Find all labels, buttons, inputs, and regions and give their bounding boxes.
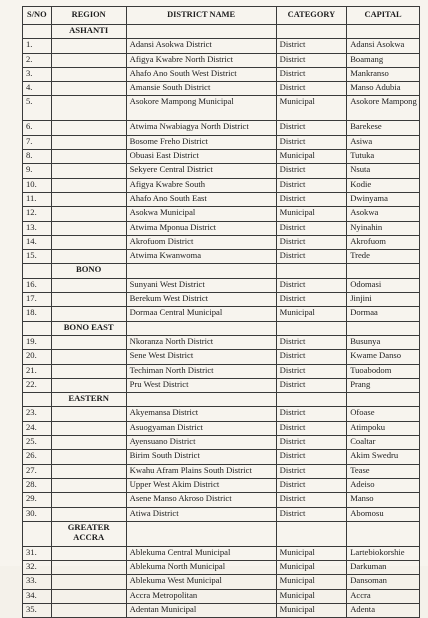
row-capital: Darkuman <box>347 561 420 575</box>
region-row-category <box>276 521 347 546</box>
row-district-name: Accra Metropolitan <box>126 589 276 603</box>
row-sno: 5. <box>23 96 52 121</box>
row-sno: 21. <box>23 364 52 378</box>
row-capital: Adenta <box>347 603 420 617</box>
row-capital: Kodie <box>347 178 420 192</box>
table-row <box>23 39 420 53</box>
row-category: Municipal <box>276 575 347 589</box>
table-row <box>23 135 420 149</box>
row-sno: 3. <box>23 67 52 81</box>
row-capital: Busunya <box>347 335 420 349</box>
row-sno: 31. <box>23 546 52 560</box>
row-region <box>51 293 126 307</box>
table-row <box>23 82 420 96</box>
row-district-name: Dormaa Central Municipal <box>126 307 276 321</box>
table-row <box>23 493 420 507</box>
row-sno: 2. <box>23 53 52 67</box>
row-sno: 32. <box>23 561 52 575</box>
table-row <box>23 293 420 307</box>
row-district-name: Pru West District <box>126 378 276 392</box>
row-district-name: Afigya Kwabre North District <box>126 53 276 67</box>
row-district-name: Ablekuma Central Municipal <box>126 546 276 560</box>
row-sno: 6. <box>23 121 52 135</box>
row-district-name: Ablekuma North Municipal <box>126 561 276 575</box>
row-sno: 11. <box>23 192 52 206</box>
row-capital: Mankranso <box>347 67 420 81</box>
row-category: District <box>276 350 347 364</box>
row-sno: 33. <box>23 575 52 589</box>
row-sno: 23. <box>23 407 52 421</box>
region-row <box>23 321 420 335</box>
row-district-name: Asene Manso Akroso District <box>126 493 276 507</box>
row-capital: Nsuta <box>347 164 420 178</box>
row-region <box>51 507 126 521</box>
row-region <box>51 67 126 81</box>
row-capital: Manso <box>347 493 420 507</box>
row-capital: Odomasi <box>347 278 420 292</box>
region-name: EASTERN <box>51 393 126 407</box>
table-row <box>23 450 420 464</box>
row-district-name: Kwahu Afram Plains South District <box>126 464 276 478</box>
table-row <box>23 235 420 249</box>
row-sno: 22. <box>23 378 52 392</box>
row-district-name: Afigya Kwabre South <box>126 178 276 192</box>
table-row <box>23 350 420 364</box>
row-category: District <box>276 250 347 264</box>
row-sno: 12. <box>23 207 52 221</box>
region-row-sno <box>23 264 52 278</box>
region-row-district <box>126 25 276 39</box>
table-row <box>23 464 420 478</box>
row-capital: Akim Swedru <box>347 450 420 464</box>
row-region <box>51 135 126 149</box>
row-region <box>51 178 126 192</box>
row-category: District <box>276 507 347 521</box>
row-category: Municipal <box>276 561 347 575</box>
row-region <box>51 450 126 464</box>
row-category: District <box>276 121 347 135</box>
row-capital: Adansi Asokwa <box>347 39 420 53</box>
row-category: District <box>276 39 347 53</box>
row-category: District <box>276 335 347 349</box>
table-row <box>23 561 420 575</box>
row-capital: Kwame Danso <box>347 350 420 364</box>
table-row <box>23 603 420 617</box>
header-category: CATEGORY <box>276 7 347 25</box>
header-sno: S/NO <box>23 7 52 25</box>
row-region <box>51 378 126 392</box>
row-district-name: Nkoranza North District <box>126 335 276 349</box>
region-row-capital <box>347 521 420 546</box>
row-category: District <box>276 293 347 307</box>
row-category: District <box>276 450 347 464</box>
table-row <box>23 546 420 560</box>
region-name: BONO <box>51 264 126 278</box>
row-category: Municipal <box>276 150 347 164</box>
row-category: District <box>276 67 347 81</box>
row-category: District <box>276 235 347 249</box>
row-district-name: Akyemansa District <box>126 407 276 421</box>
row-region <box>51 150 126 164</box>
row-category: Municipal <box>276 96 347 121</box>
region-name: ASHANTI <box>51 25 126 39</box>
row-district-name: Asuogyaman District <box>126 421 276 435</box>
row-sno: 17. <box>23 293 52 307</box>
row-sno: 10. <box>23 178 52 192</box>
row-region <box>51 53 126 67</box>
row-region <box>51 121 126 135</box>
row-region <box>51 82 126 96</box>
row-region <box>51 207 126 221</box>
table-header-row <box>23 7 420 25</box>
row-capital: Asokore Mampong <box>347 96 420 121</box>
row-category: District <box>276 421 347 435</box>
row-region <box>51 546 126 560</box>
districts-table <box>22 6 420 618</box>
row-district-name: Upper West Akim District <box>126 478 276 492</box>
row-region <box>51 421 126 435</box>
region-row <box>23 393 420 407</box>
row-district-name: Adentan Municipal <box>126 603 276 617</box>
table-row <box>23 436 420 450</box>
row-category: District <box>276 192 347 206</box>
row-sno: 16. <box>23 278 52 292</box>
row-region <box>51 307 126 321</box>
row-category: District <box>276 407 347 421</box>
row-region <box>51 603 126 617</box>
row-sno: 18. <box>23 307 52 321</box>
row-category: District <box>276 164 347 178</box>
row-category: District <box>276 178 347 192</box>
table-row <box>23 278 420 292</box>
row-capital: Asiwa <box>347 135 420 149</box>
row-district-name: Ayensuano District <box>126 436 276 450</box>
row-district-name: Ahafo Ano South East <box>126 192 276 206</box>
row-region <box>51 221 126 235</box>
table-row <box>23 121 420 135</box>
region-row <box>23 264 420 278</box>
row-district-name: Sunyani West District <box>126 278 276 292</box>
region-row-capital <box>347 264 420 278</box>
region-row-capital <box>347 25 420 39</box>
row-sno: 4. <box>23 82 52 96</box>
row-sno: 1. <box>23 39 52 53</box>
row-region <box>51 39 126 53</box>
region-row-capital <box>347 321 420 335</box>
row-capital: Adeiso <box>347 478 420 492</box>
row-district-name: Atwima Kwanwoma <box>126 250 276 264</box>
region-row-district <box>126 393 276 407</box>
row-capital: Akrofuom <box>347 235 420 249</box>
table-row <box>23 250 420 264</box>
row-category: Municipal <box>276 307 347 321</box>
row-district-name: Birim South District <box>126 450 276 464</box>
row-district-name: Sene West District <box>126 350 276 364</box>
row-sno: 34. <box>23 589 52 603</box>
row-region <box>51 350 126 364</box>
row-district-name: Amansie South District <box>126 82 276 96</box>
row-capital: Asokwa <box>347 207 420 221</box>
row-region <box>51 478 126 492</box>
row-category: District <box>276 378 347 392</box>
table-row <box>23 207 420 221</box>
region-row <box>23 521 420 546</box>
row-region <box>51 164 126 178</box>
table-row <box>23 407 420 421</box>
row-district-name: Atwima Nwabiagya North District <box>126 121 276 135</box>
row-category: District <box>276 364 347 378</box>
row-sno: 25. <box>23 436 52 450</box>
row-sno: 29. <box>23 493 52 507</box>
row-region <box>51 575 126 589</box>
row-category: District <box>276 278 347 292</box>
row-category: District <box>276 493 347 507</box>
row-capital: Trede <box>347 250 420 264</box>
row-district-name: Atiwa District <box>126 507 276 521</box>
row-sno: 15. <box>23 250 52 264</box>
row-district-name: Atwima Mponua District <box>126 221 276 235</box>
region-row-capital <box>347 393 420 407</box>
region-row <box>23 25 420 39</box>
row-capital: Dormaa <box>347 307 420 321</box>
region-row-sno <box>23 25 52 39</box>
table-row <box>23 96 420 121</box>
table-row <box>23 575 420 589</box>
table-row <box>23 150 420 164</box>
region-row-sno <box>23 393 52 407</box>
region-row-sno <box>23 321 52 335</box>
row-district-name: Ablekuma West Municipal <box>126 575 276 589</box>
row-region <box>51 364 126 378</box>
row-region <box>51 250 126 264</box>
table-row <box>23 378 420 392</box>
row-capital: Lartebiokorshie <box>347 546 420 560</box>
row-region <box>51 278 126 292</box>
row-region <box>51 589 126 603</box>
row-district-name: Sekyere Central District <box>126 164 276 178</box>
row-category: Municipal <box>276 589 347 603</box>
row-region <box>51 464 126 478</box>
table-row <box>23 192 420 206</box>
row-sno: 9. <box>23 164 52 178</box>
header-district: DISTRICT NAME <box>126 7 276 25</box>
row-district-name: Bosome Freho District <box>126 135 276 149</box>
row-capital: Tease <box>347 464 420 478</box>
row-sno: 27. <box>23 464 52 478</box>
table-body <box>23 25 420 618</box>
row-region <box>51 192 126 206</box>
row-capital: Manso Adubia <box>347 82 420 96</box>
region-name: BONO EAST <box>51 321 126 335</box>
row-category: Municipal <box>276 546 347 560</box>
row-capital: Nyinahin <box>347 221 420 235</box>
table-row <box>23 178 420 192</box>
row-district-name: Asokore Mampong Municipal <box>126 96 276 121</box>
row-category: District <box>276 221 347 235</box>
row-sno: 19. <box>23 335 52 349</box>
row-sno: 24. <box>23 421 52 435</box>
row-capital: Jinjini <box>347 293 420 307</box>
row-district-name: Techiman North District <box>126 364 276 378</box>
table-row <box>23 53 420 67</box>
region-row-category <box>276 264 347 278</box>
row-region <box>51 436 126 450</box>
row-district-name: Obuasi East District <box>126 150 276 164</box>
row-sno: 7. <box>23 135 52 149</box>
row-capital: Abomosu <box>347 507 420 521</box>
table-row <box>23 421 420 435</box>
row-category: District <box>276 53 347 67</box>
row-capital: Dansoman <box>347 575 420 589</box>
row-sno: 28. <box>23 478 52 492</box>
row-capital: Atimpoku <box>347 421 420 435</box>
region-row-district <box>126 264 276 278</box>
row-category: District <box>276 464 347 478</box>
row-sno: 26. <box>23 450 52 464</box>
region-row-sno <box>23 521 52 546</box>
region-row-category <box>276 321 347 335</box>
row-sno: 35. <box>23 603 52 617</box>
row-district-name: Berekum West District <box>126 293 276 307</box>
row-category: District <box>276 135 347 149</box>
region-row-district <box>126 321 276 335</box>
row-capital: Barekese <box>347 121 420 135</box>
row-capital: Dwinyama <box>347 192 420 206</box>
row-category: District <box>276 478 347 492</box>
row-region <box>51 335 126 349</box>
row-capital: Boamang <box>347 53 420 67</box>
row-district-name: Akrofuom District <box>126 235 276 249</box>
region-name: GREATER ACCRA <box>51 521 126 546</box>
row-category: District <box>276 82 347 96</box>
table-row <box>23 478 420 492</box>
row-region <box>51 235 126 249</box>
table-row <box>23 67 420 81</box>
header-region: REGION <box>51 7 126 25</box>
row-sno: 20. <box>23 350 52 364</box>
table-row <box>23 364 420 378</box>
row-region <box>51 561 126 575</box>
table-row <box>23 307 420 321</box>
row-district-name: Ahafo Ano South West District <box>126 67 276 81</box>
row-category: District <box>276 436 347 450</box>
region-row-category <box>276 25 347 39</box>
row-sno: 30. <box>23 507 52 521</box>
row-region <box>51 493 126 507</box>
row-category: Municipal <box>276 207 347 221</box>
row-category: Municipal <box>276 603 347 617</box>
row-capital: Tuoabodom <box>347 364 420 378</box>
table-row <box>23 335 420 349</box>
row-sno: 14. <box>23 235 52 249</box>
row-capital: Accra <box>347 589 420 603</box>
row-sno: 13. <box>23 221 52 235</box>
header-capital: CAPITAL <box>347 7 420 25</box>
row-capital: Tutuka <box>347 150 420 164</box>
row-capital: Ofoase <box>347 407 420 421</box>
table-row <box>23 164 420 178</box>
row-capital: Prang <box>347 378 420 392</box>
region-row-category <box>276 393 347 407</box>
table-row <box>23 589 420 603</box>
row-region <box>51 407 126 421</box>
row-district-name: Asokwa Municipal <box>126 207 276 221</box>
table-row <box>23 221 420 235</box>
row-region <box>51 96 126 121</box>
row-district-name: Adansi Asokwa District <box>126 39 276 53</box>
row-sno: 8. <box>23 150 52 164</box>
region-row-district <box>126 521 276 546</box>
table-row <box>23 507 420 521</box>
row-capital: Coaltar <box>347 436 420 450</box>
